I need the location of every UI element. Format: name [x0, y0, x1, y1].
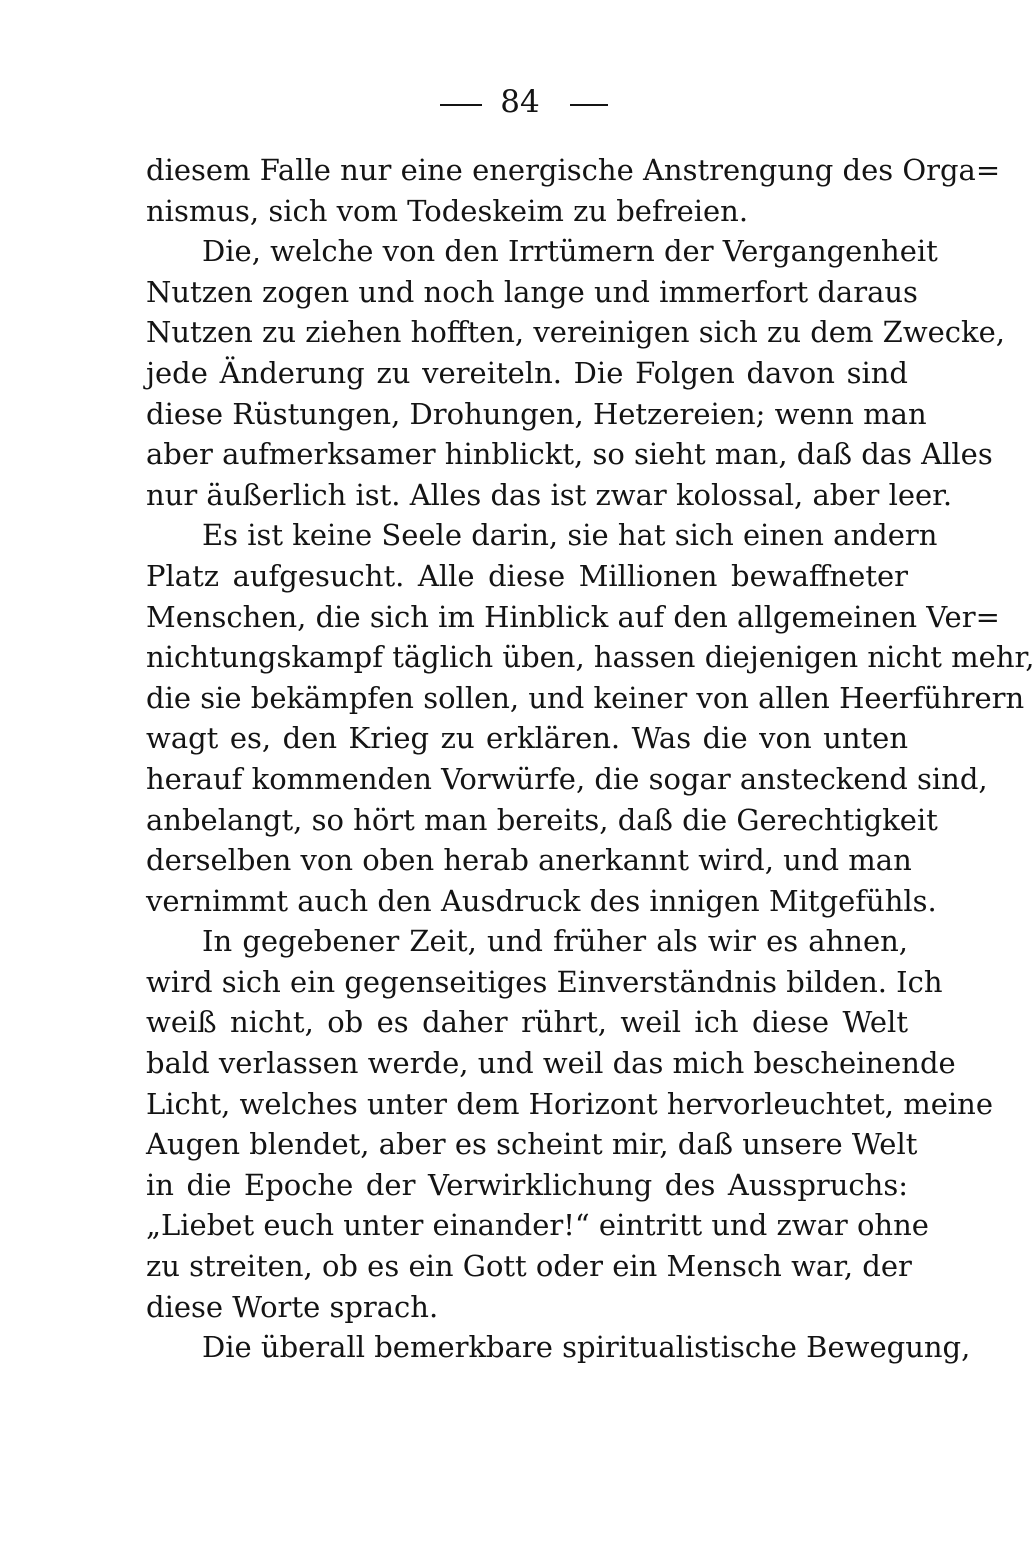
page-number: 84	[500, 84, 540, 120]
text-line: aber aufmerksamer hinblickt, so sieht man, daß das Alles	[146, 437, 993, 472]
text-line: Menschen, die sich im Hinblick auf den allgemeinen Ver=	[146, 599, 1000, 634]
page-header	[0, 80, 1000, 130]
text-line: nur äußerlich ist. Alles das ist zwar kolossal, aber leer.	[146, 477, 953, 512]
text-line: Nutzen zu ziehen hofften, vereinigen sich zu dem Zwecke,	[146, 315, 1005, 350]
text-line: diesem Falle nur eine energische Anstrengung des Orga=	[146, 153, 1001, 187]
text-line: die sie bekämpfen sollen, und keiner von allen Heerführern	[146, 680, 1025, 715]
text-line: nichtungskampf täglich üben, hassen diejenigen nicht mehr,	[146, 640, 1034, 675]
text-line: jede Änderung zu vereiteln. Die Folgen davon sind	[146, 355, 908, 390]
text-line: Die, welche von den Irrtümern der Vergangenheit	[202, 234, 938, 269]
text-line: zu streiten, ob es ein Gott oder ein Mensch war, der	[146, 1249, 912, 1284]
text-line: herauf kommenden Vorwürfe, die sogar ansteckend sind,	[146, 761, 988, 796]
text-line: Licht, welches unter dem Horizont hervorleuchtet, meine	[146, 1086, 993, 1121]
text-line: diese Rüstungen, Drohungen, Hetzereien; wenn man	[146, 396, 927, 431]
text-line: „Liebet euch unter einander!“ eintritt und zwar ohne	[146, 1208, 929, 1243]
text-line: Es ist keine Seele darin, sie hat sich einen andern	[202, 518, 938, 553]
text-line: vernimmt auch den Ausdruck des innigen Mitgefühls.	[146, 883, 937, 918]
text-line: Augen blendet, aber es scheint mir, daß unsere Welt	[146, 1127, 918, 1162]
text-line: wagt es, den Krieg zu erklären. Was die von unten	[146, 721, 908, 756]
text-line: wird sich ein gegenseitiges Einverständnis bilden. Ich	[146, 964, 943, 999]
text-line: In gegebener Zeit, und früher als wir es ahnen,	[202, 924, 908, 959]
text-line: derselben von oben herab anerkannt wird, und man	[146, 843, 912, 878]
text-line: anbelangt, so hört man bereits, daß die Gerechtigkeit	[146, 802, 938, 837]
body-text	[146, 150, 1034, 1368]
header-dash-right	[570, 104, 608, 106]
text-line: in die Epoche der Verwirklichung des Ausspruchs:	[146, 1167, 908, 1202]
text-line: Die überall bemerkbare spiritualistische Bewegung,	[202, 1330, 971, 1365]
text-line: Platz aufgesucht. Alle diese Millionen bewaffneter	[146, 558, 908, 593]
text-line: bald verlassen werde, und weil das mich bescheinende	[146, 1046, 956, 1081]
text-line: weiß nicht, ob es daher rührt, weil ich diese Welt	[146, 1005, 908, 1040]
text-line: Nutzen zogen und noch lange und immerfort daraus	[146, 274, 918, 309]
text-line: nismus, sich vom Todeskeim zu befreien.	[146, 193, 749, 228]
text-line: diese Worte sprach.	[146, 1289, 439, 1324]
